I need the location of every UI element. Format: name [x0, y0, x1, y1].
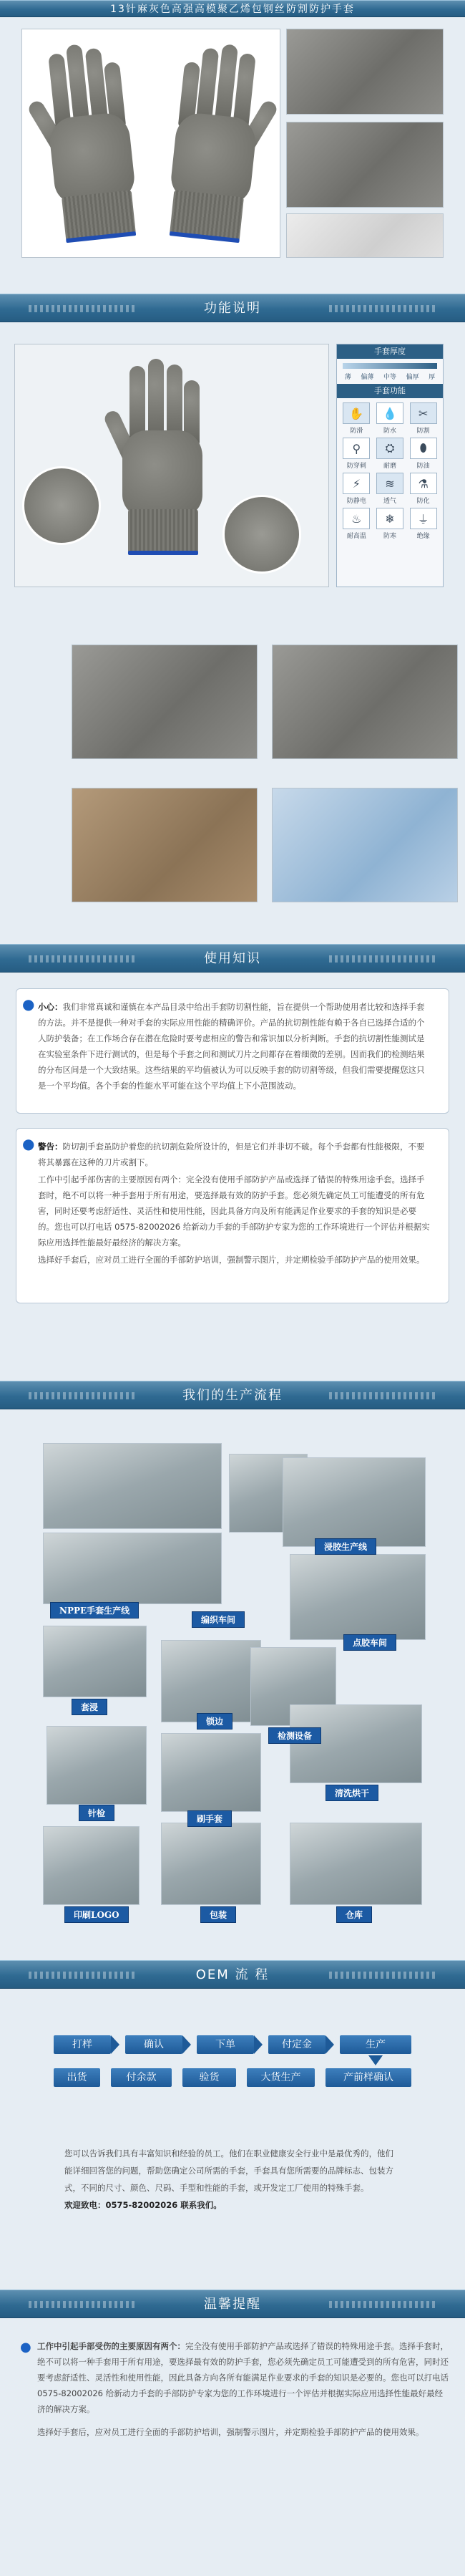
function-item	[408, 508, 439, 540]
thickness-level: 偏薄	[361, 374, 374, 381]
hero-glove-pair-photo	[21, 29, 280, 258]
function-item	[408, 473, 439, 505]
cut-test-photo-4	[272, 788, 458, 902]
function-label: 防水	[383, 428, 396, 435]
oem-step: 付定金	[268, 2035, 326, 2054]
thickness-levels	[337, 369, 443, 384]
caution-body: 我们非常真诚和谨慎在本产品目录中给出手套防切割性能，旨在提供一个帮助使用者比较和选择手套的方法。并不是提供一种对手套的实际应用性能的精确评价。产品的抗切割性能有赖于各自已选择合适的个人防护装备；在工作场合存在潜在危险时要考虑相应的警告和常识加以分析判断。手套的抗切割性能测试是在实验室条件下进行测试的，但是每个手套之间和测试刀片之间都存在着细微的差别。因而我们的检测结果的分布区间是一个大致结果。这些结果的平均值被认为可以反映手套的防切割等级，但我们需要提醒您这只是一个平均值。各个手套的性能水平可能在这个平均值上下小范围波动。	[38, 1002, 425, 1091]
thickness-level: 薄	[344, 374, 351, 381]
function-item	[341, 438, 372, 470]
cut-test-photo-2	[272, 645, 458, 759]
thickness-level: 中等	[383, 374, 396, 381]
left-glove-image	[26, 39, 154, 256]
oem-step: 验货	[182, 2068, 236, 2087]
hero-detail-photo-3	[286, 213, 444, 258]
oem-step: 确认	[125, 2035, 182, 2054]
function-label: 透气	[383, 498, 396, 505]
function-label: 防静电	[346, 498, 366, 505]
production-photo	[43, 1533, 222, 1604]
tips-title: 工作中引起手部受伤的主要原因有两个：	[37, 2341, 185, 2351]
page-title-bar	[0, 0, 465, 17]
production-label: 锁边	[197, 1713, 232, 1730]
warning-body: 选择好手套后，应对员工进行全面的手部防护培训，强制警示图片，并定期检验手部防护产品的使用效果。	[38, 1255, 425, 1265]
production-label: 浸胶生产线	[315, 1538, 376, 1555]
function-item	[408, 438, 439, 470]
oem-step: 付余款	[111, 2068, 172, 2087]
blade-icon: ✂	[410, 402, 437, 424]
production-photo	[290, 1554, 426, 1640]
zoom-detail-circle-2	[222, 495, 301, 574]
production-label: 套浸	[72, 1699, 107, 1715]
function-label: 耐磨	[383, 463, 396, 470]
function-label: 绝缘	[416, 533, 430, 540]
thickness-level: 厚	[429, 374, 436, 381]
function-label: 耐高温	[346, 533, 366, 540]
production-label: 编织车间	[192, 1611, 245, 1628]
function-item	[375, 438, 406, 470]
production-label: 刷手套	[187, 1810, 232, 1827]
pushpin-icon: ●	[20, 2340, 31, 2355]
function-title: 手套功能	[337, 384, 443, 398]
right-glove-image	[151, 39, 279, 256]
thickness-level: 偏厚	[406, 374, 419, 381]
needle-icon: ⚲	[343, 438, 370, 459]
production-label: 仓库	[336, 1906, 372, 1923]
oem-step: 下单	[197, 2035, 254, 2054]
oem-step: 产前样确认	[326, 2068, 411, 2087]
function-glove-image	[108, 359, 215, 566]
usage-section-header	[0, 944, 465, 973]
warning-title: 警告：	[38, 1142, 63, 1152]
production-photo	[290, 1704, 422, 1783]
oem-step: 出货	[54, 2068, 100, 2087]
warning-body: 工作中引起手部伤害的主要原因有两个：完全没有使用手部防护产品或选择了错误的特殊用途手套。选择手套时，绝不可以将一种手套用于所有用途，要选择最有效的防护手套。您必须先确定员工可能遭受的所有危害，同时还要考虑舒适性、灵活性和使用性能，因此具备方向及所有能满足作业要求的手套的知识是必要的。您也可以打电话 0575-82002026 给新动力手套的手部防护专家为您的工作环境进行一个评估并根据实际应用选择性能最好最经济的解决方案。	[38, 1174, 430, 1248]
production-label: 点胶车间	[343, 1634, 396, 1651]
static-icon: ⚡	[343, 473, 370, 494]
caution-box	[16, 988, 449, 1114]
oil-icon: ⬮	[410, 438, 437, 459]
function-label: 防化	[416, 498, 430, 505]
hero-detail-photo-1	[286, 29, 444, 115]
function-section-header	[0, 294, 465, 322]
insulate-icon: ⏚	[410, 508, 437, 529]
tips-section-header	[0, 2290, 465, 2318]
warning-box	[16, 1128, 449, 1303]
page-title: 13针麻灰色高强高模聚乙烯包钢丝防割防护手套	[110, 4, 355, 15]
oem-contact: 欢迎致电：0575-82002026 联系我们。	[64, 2200, 222, 2210]
production-label: 清洗烘干	[326, 1785, 378, 1801]
wear-icon: ⛭	[376, 438, 403, 459]
cut-test-photo-3	[72, 788, 258, 902]
oem-step: 生产	[340, 2035, 411, 2054]
oem-section-header	[0, 1960, 465, 1989]
function-section-title: 功能说明	[204, 301, 261, 316]
production-section-header	[0, 1381, 465, 1409]
oem-description	[64, 2145, 401, 2214]
zoom-detail-circle-1	[22, 466, 101, 545]
function-label: 防穿刺	[346, 463, 366, 470]
production-label: 针检	[79, 1805, 114, 1821]
function-label: 防油	[416, 463, 430, 470]
production-photo	[283, 1457, 426, 1547]
thickness-scale	[343, 363, 437, 369]
function-item	[375, 508, 406, 540]
production-photo	[161, 1733, 261, 1812]
function-item	[341, 508, 372, 540]
caution-title: 小心：	[38, 1002, 63, 1012]
production-label: 印刷LOGO	[64, 1906, 129, 1923]
flow-down-arrow-icon	[368, 2055, 383, 2065]
air-icon: ≋	[376, 473, 403, 494]
pushpin-icon: ●	[22, 995, 35, 1013]
production-photo	[43, 1443, 222, 1529]
oem-step: 大货生产	[247, 2068, 315, 2087]
glove-spec-panel	[336, 344, 444, 587]
function-icon-grid	[337, 398, 443, 544]
function-item	[408, 402, 439, 435]
function-item	[341, 402, 372, 435]
production-photo	[290, 1823, 422, 1905]
function-label: 防寒	[383, 533, 396, 540]
chem-icon: ⚗	[410, 473, 437, 494]
function-item	[375, 473, 406, 505]
oem-step: 打样	[54, 2035, 111, 2054]
hero-detail-photo-2	[286, 122, 444, 208]
production-label: NPPE手套生产线	[50, 1602, 139, 1619]
hand-icon: ✋	[343, 402, 370, 424]
function-item	[375, 402, 406, 435]
tips-footer: 选择好手套后，应对员工进行全面的手部防护培训，强制警示图片，并定期检验手部防护产品的使用效果。	[37, 2427, 424, 2437]
production-label: 包装	[200, 1906, 236, 1923]
cold-icon: ❄	[376, 508, 403, 529]
oem-section-title: OEM 流 程	[195, 1967, 270, 1982]
tips-content	[16, 2338, 449, 2440]
usage-section-title: 使用知识	[204, 951, 261, 966]
production-label: 检测设备	[268, 1727, 321, 1744]
function-label: 防滑	[350, 428, 363, 435]
thickness-title: 手套厚度	[337, 344, 443, 359]
pushpin-icon: ●	[22, 1135, 35, 1152]
heat-icon: ♨	[343, 508, 370, 529]
tips-section-title: 温馨提醒	[204, 2297, 261, 2312]
oem-text: 您可以告诉我们具有丰富知识和经验的员工。他们在职业健康安全行业中是最优秀的，他们能详细回答您的问题，帮助您确定公司所需的手套，手套具有您所需要的品牌标志、包装方式，不同的尺寸、颜色、尺码、手型和性能的手套，或开发定工厂使用的特殊手套。	[64, 2148, 393, 2193]
warning-body: 防切割手套虽防护着您的抗切割危险所设计的，但是它们并非切不破。每个手套都有性能极限，不要将其暴露在这种的刀片或割下。	[38, 1142, 425, 1167]
production-photo	[46, 1726, 147, 1805]
drop-icon: 💧	[376, 402, 403, 424]
production-section-title: 我们的生产流程	[182, 1388, 283, 1403]
production-photo	[43, 1626, 147, 1697]
function-glove-photo	[14, 344, 329, 587]
function-label: 防割	[416, 428, 430, 435]
tips-body: 完全没有使用手部防护产品或选择了错误的特殊用途手套。选择手套时，绝不可以将一种手套用于所有用途，要选择最有效的防护手套，您必须先确定员工可能遭受到的所有危害，同时还要考虑舒适性、灵活性和使用性能，因此具备方向各所有能满足作业要求的手套的知识是必要的。您也可以打电话 0575-82002026 给新动力手套的手部防护专家为您的工作环境进行一个评估并根据实际应用选择性能最好最经济的解决方案。	[37, 2341, 449, 2414]
production-photo	[161, 1823, 261, 1905]
production-photo	[43, 1826, 140, 1905]
cut-test-photo-1	[72, 645, 258, 759]
production-photo	[161, 1640, 261, 1722]
function-item	[341, 473, 372, 505]
